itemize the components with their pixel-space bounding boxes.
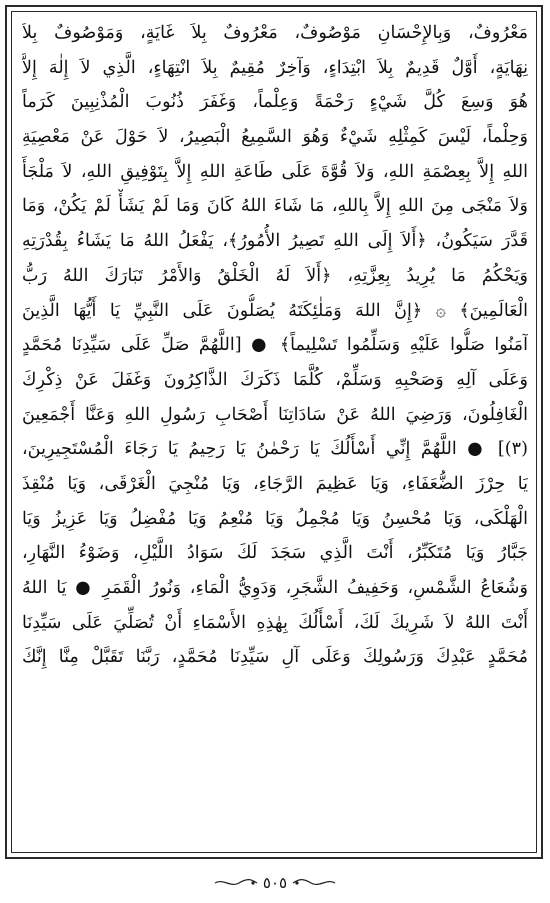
text-line: وَيَحْكُمُ مَا يُرِيدُ بِعِزَّتِهِ، ﴿أَلاَ لَهُ الْخَلْقُ وَالأَمْرُ تَبَارَكَ اللهُ رَبُّ [22, 265, 528, 286]
footer-ornament-icon [291, 876, 337, 890]
prayer-text-block [22, 16, 528, 850]
text-line: الْغَافِلُونَ، وَرَضِيَ اللهُ عَنْ سَادَاتِنَا أَصْحَابِ رَسُولِ اللهِ وَعَنَّا أَجْمَعِينَ [22, 404, 528, 425]
text-line: آمَنُوا صَلُّوا عَلَيْهِ وَسَلِّمُوا تَسْلِيماً﴾ ● [اللَّهُمَّ صَلِّ عَلَى سَيِّدِنَا مُحَمَّدٍ [22, 335, 528, 356]
text-line: الْهَلْكَى، وَيَا مُحْسِنُ وَيَا مُجْمِلُ وَيَا مُنْعِمُ وَيَا مُفْضِلُ وَيَا عَزِيزُ وَيَا [22, 508, 528, 529]
text-line: جَبَّارُ وَيَا مُتَكَبِّرُ، أَنْتَ الَّذِي سَجَدَ لَكَ سَوَادُ اللَّيْلِ، وَضَوْءُ النَّهَارِ، [22, 543, 528, 564]
text-line: مَعْرُوفٌ، وَبِالإِحْسَانِ مَوْصُوفٌ، مَعْرُوفٌ بِلاَ غَايَةٍ، وَمَوْصُوفٌ بِلاَ [22, 23, 528, 43]
text-line: اللهِ إِلاَّ بِعِصْمَةِ اللهِ، وَلاَ قُوَّةَ عَلَى طَاعَةِ اللهِ إِلاَّ بِتَوْفِيقِ اللهِ، لاَ مَلْجَأَ [22, 161, 528, 182]
text-line: أَنْتَ اللهُ لاَ شَرِيكَ لَكَ، أَسْأَلُكَ بِهٰذِهِ الأَسْمَاءِ أَنْ تُصَلِّيَ عَلَى سَيِّدِنَا [22, 612, 528, 633]
text-line: يَا حِرْزَ الضُّعَفَاءِ، وَيَا عَظِيمَ الرَّجَاءِ، وَيَا مُنْجِيَ الْغَرْقَى، وَيَا مُنْقِذَ [22, 473, 528, 494]
text-line: هُوَ وَسِعَ كُلَّ شَيْءٍ رَحْمَةً وَعِلْماً، وَغَفَرَ ذُنُوبَ الْمُذْنِبِينَ كَرَماً [22, 92, 528, 113]
page-footer [0, 868, 550, 898]
text-line: وَحِلْماً، لَيْسَ كَمِثْلِهِ شَيْءٌ وَهُوَ السَّمِيعُ الْبَصِيرُ، لاَ حَوْلَ عَنْ مَعْصِيَةِ [22, 127, 528, 148]
text-line: (٣)] ● اللَّهُمَّ إِنِّي أَسْأَلُكَ يَا رَحْمٰنُ يَا رَحِيمُ يَا رَجَاءَ الْمُسْتَجِيرِينَ، [22, 439, 528, 460]
text-line: وَشُعَاعُ الشَّمْسِ، وَحَفِيفُ الشَّجَرِ، وَدَوِيُّ الْمَاءِ، وَنُورُ الْقَمَرِ ● يَا اللهُ [22, 578, 528, 598]
footer-ornament-icon [213, 876, 259, 890]
text-line: نِهَايَةٍ، أَوَّلٌ قَدِيمٌ بِلاَ ابْتِدَاءٍ، وَآخِرٌ مُقِيمٌ بِلاَ انْتِهَاءٍ، الَّذِي لاَ إِلٰهَ إِلاَّ [22, 57, 528, 78]
text-line: وَعَلَى آلِهِ وَصَحْبِهِ وَسَلِّمْ، كُلَّمَا ذَكَرَكَ الذَّاكِرُونَ وَغَفَلَ عَنْ ذِكْرِكَ [22, 369, 528, 390]
page-number: ٥٠٥ [262, 874, 288, 892]
text-line: الْعَالَمِينَ﴾ ۞ ﴿إِنَّ اللهَ وَمَلٰئِكَتَهُ يُصَلُّونَ عَلَى النَّبِيِّ يَا أَيُّهَا الَّذِينَ [22, 300, 528, 321]
text-line: قَدَّرَ سَيَكُونُ، ﴿أَلاَ إِلَى اللهِ تَصِيرُ الأُمُورُ﴾، يَفْعَلُ اللهُ مَا يَشَاءُ بِقُدْرَتِهِ [22, 231, 528, 252]
text-line: وَلاَ مَنْجَى مِنَ اللهِ إِلاَّ بِاللهِ، مَا شَاءَ اللهُ كَانَ وَمَا لَمْ يَشَأْ لَمْ يَكُنْ، وَمَا [22, 196, 528, 217]
text-line: مُحَمَّدٍ عَبْدِكَ وَرَسُولِكَ وَعَلَى آلِ سَيِّدِنَا مُحَمَّدٍ، رَبَّنَا تَقَبَّلْ مِنَّا إِنَّكَ [22, 647, 528, 668]
